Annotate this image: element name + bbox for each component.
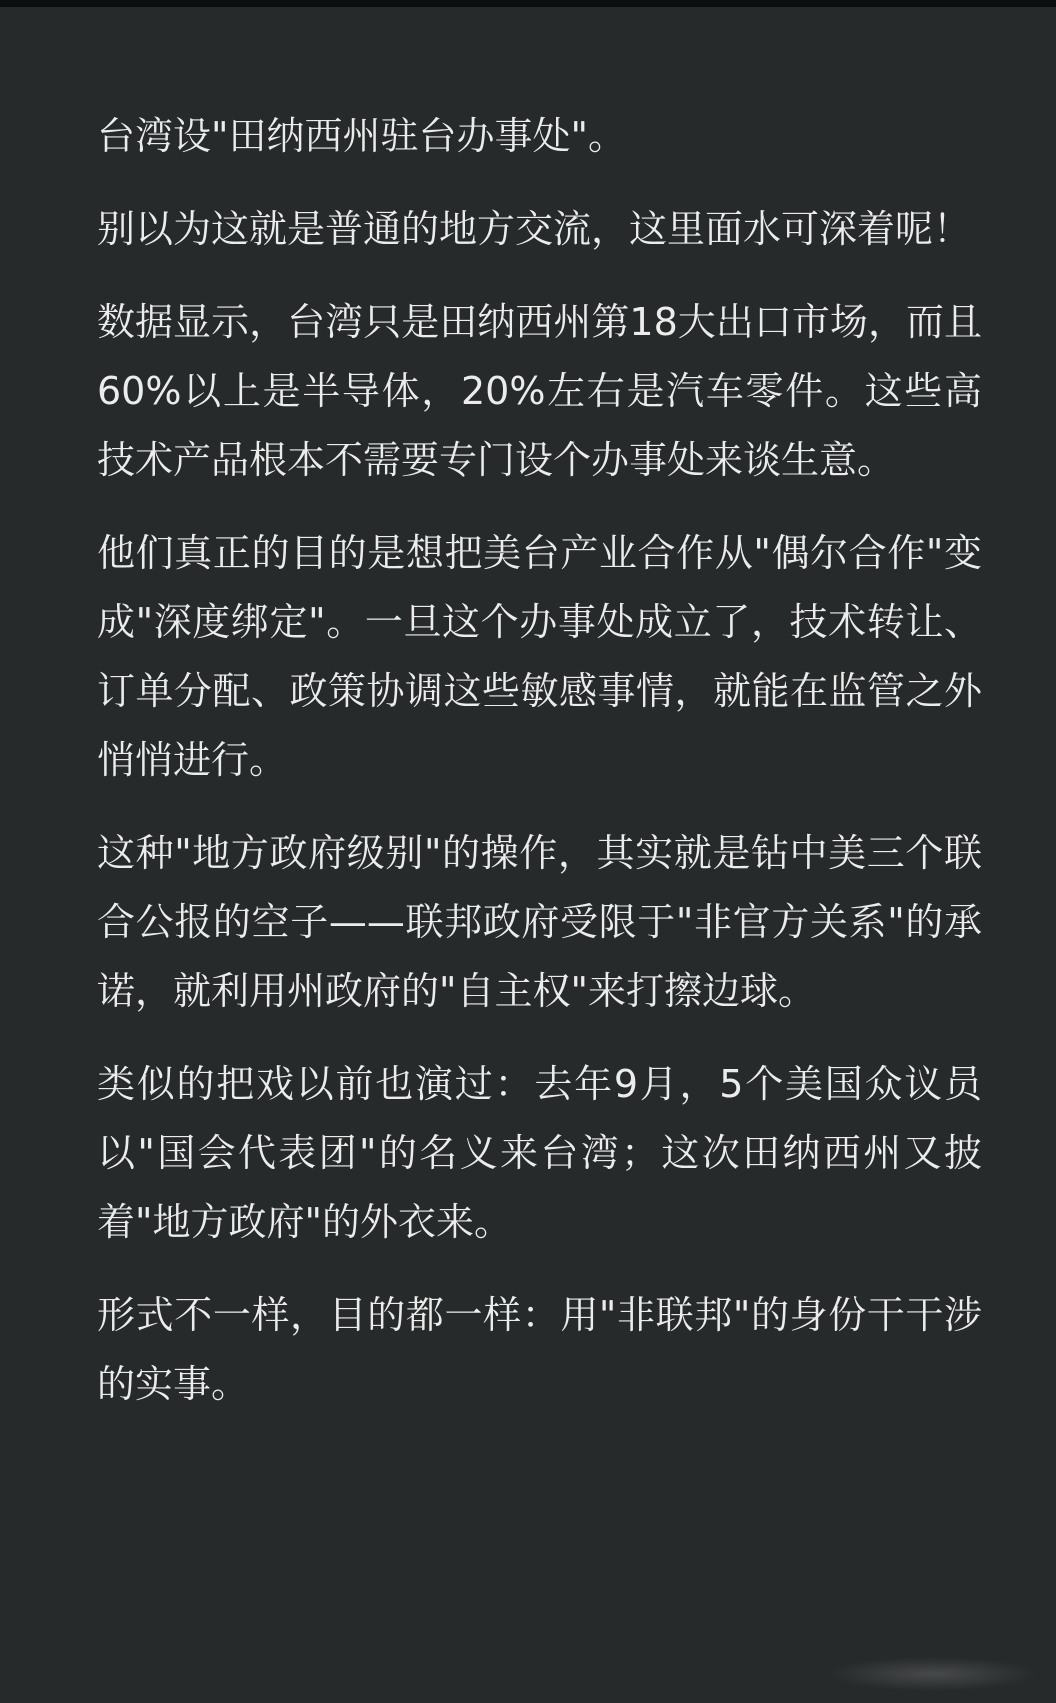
watermark — [828, 1657, 1038, 1691]
paragraph-7: 形式不一样，目的都一样：用"非联邦"的身份干干涉的实事。 — [97, 1293, 982, 1406]
top-strip — [0, 0, 1056, 7]
paragraph-6: 类似的把戏以前也演过：去年9月，5个美国众议员以"国会代表团"的名义来台湾；这次田纳西州又披着"地方政府"的外衣来。 — [97, 1062, 982, 1244]
article-body — [97, 102, 982, 1443]
paragraph-2: 别以为这就是普通的地方交流，这里面水可深着呢！ — [97, 207, 972, 251]
paragraph-3: 数据显示，台湾只是田纳西州第18大出口市场，而且60%以上是半导体，20%左右是汽车零件。这些高技术产品根本不需要专门设个办事处来谈生意。 — [97, 300, 982, 482]
paragraph-4: 他们真正的目的是想把美台产业合作从"偶尔合作"变成"深度绑定"。一旦这个办事处成立了，技术转让、订单分配、政策协调这些敏感事情，就能在监管之外悄悄进行。 — [97, 531, 982, 782]
paragraph-1: 台湾设"田纳西州驻台办事处"。 — [97, 114, 626, 158]
paragraph-5: 这种"地方政府级别"的操作，其实就是钻中美三个联合公报的空子——联邦政府受限于"非官方关系"的承诺，就利用州政府的"自主权"来打擦边球。 — [97, 831, 982, 1013]
